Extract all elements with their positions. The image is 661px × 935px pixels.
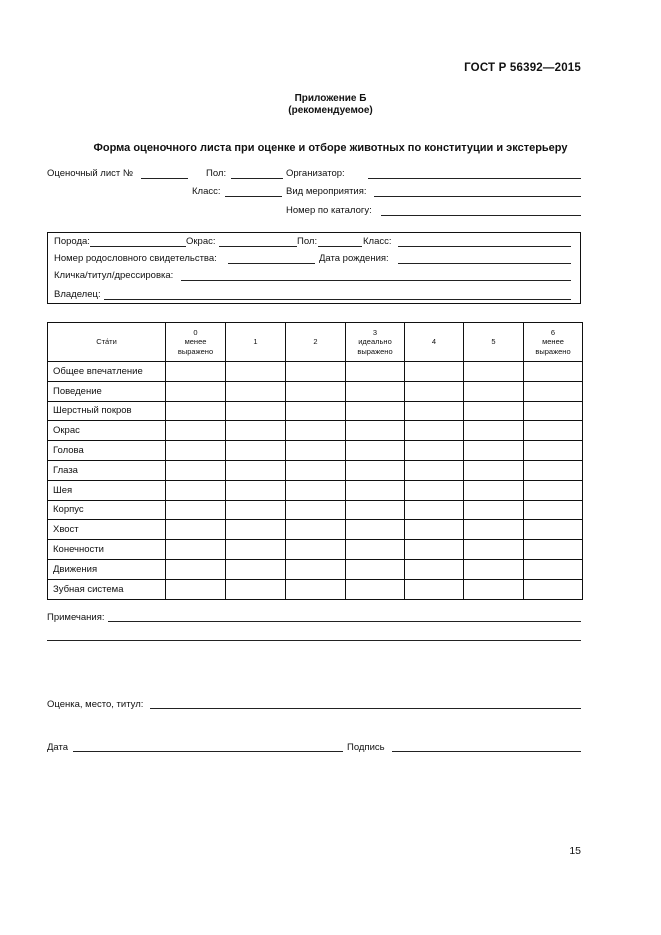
score-cell[interactable] xyxy=(405,480,464,500)
trait-label: Шерстный покров xyxy=(48,401,166,421)
score-cell[interactable] xyxy=(464,579,524,599)
score-cell[interactable] xyxy=(464,460,524,480)
table-row xyxy=(48,579,583,599)
score-cell[interactable] xyxy=(286,540,346,560)
sheet-no-line[interactable] xyxy=(141,178,188,179)
score-cell[interactable] xyxy=(524,460,583,480)
breed-label: Порода: xyxy=(54,236,90,247)
table-row xyxy=(48,362,583,382)
score-cell[interactable] xyxy=(405,362,464,382)
notes-line-1[interactable] xyxy=(108,621,581,622)
notes-line-2[interactable] xyxy=(47,640,581,641)
stati-header: Ста́ти xyxy=(48,323,166,362)
score-cell[interactable] xyxy=(524,480,583,500)
sex-label: Пол: xyxy=(206,168,227,179)
score-cell[interactable] xyxy=(464,520,524,540)
score-cell[interactable] xyxy=(286,401,346,421)
pedigree-no-line[interactable] xyxy=(228,263,315,264)
score-cell[interactable] xyxy=(286,441,346,461)
date-line[interactable] xyxy=(73,751,343,752)
score-cell[interactable] xyxy=(405,460,464,480)
score-cell[interactable] xyxy=(166,421,226,441)
score-cell[interactable] xyxy=(286,460,346,480)
score-cell[interactable] xyxy=(286,500,346,520)
color-label: Окрас: xyxy=(186,236,216,247)
score-cell[interactable] xyxy=(346,579,405,599)
trait-label: Шея xyxy=(48,480,166,500)
table-row xyxy=(48,401,583,421)
score-cell[interactable] xyxy=(166,381,226,401)
notes-label: Примечания: xyxy=(47,612,105,623)
owner-line[interactable] xyxy=(104,299,571,300)
score-cell[interactable] xyxy=(346,520,405,540)
trait-label: Конечности xyxy=(48,540,166,560)
score-cell[interactable] xyxy=(166,500,226,520)
form-title: Форма оценочного листа при оценке и отборе животных по конституции и экстерьеру xyxy=(93,142,568,154)
score-cell[interactable] xyxy=(226,362,286,382)
score-cell[interactable] xyxy=(524,441,583,461)
class-line[interactable] xyxy=(225,196,282,197)
score-cell[interactable] xyxy=(286,362,346,382)
score-cell[interactable] xyxy=(226,540,286,560)
score-cell[interactable] xyxy=(524,362,583,382)
score-cell[interactable] xyxy=(405,381,464,401)
table-row xyxy=(48,520,583,540)
score-cell[interactable] xyxy=(346,441,405,461)
event-type-label: Вид мероприятия: xyxy=(286,186,367,197)
score-cell[interactable] xyxy=(226,421,286,441)
trait-label: Корпус xyxy=(48,500,166,520)
score-col-header: 2 xyxy=(286,323,346,362)
table-row xyxy=(48,460,583,480)
organizer-label: Организатор: xyxy=(286,168,345,179)
score-cell[interactable] xyxy=(166,362,226,382)
score-cell[interactable] xyxy=(464,421,524,441)
score-cell[interactable] xyxy=(286,579,346,599)
score-cell[interactable] xyxy=(405,540,464,560)
score-cell[interactable] xyxy=(464,540,524,560)
page-number: 15 xyxy=(569,845,581,857)
score-cell[interactable] xyxy=(405,559,464,579)
score-cell[interactable] xyxy=(286,480,346,500)
score-cell[interactable] xyxy=(166,540,226,560)
score-cell[interactable] xyxy=(226,520,286,540)
animal-class-label: Класс: xyxy=(363,236,392,247)
score-cell[interactable] xyxy=(286,520,346,540)
score-cell[interactable] xyxy=(166,579,226,599)
score-cell[interactable] xyxy=(524,559,583,579)
trait-label: Движения xyxy=(48,559,166,579)
score-cell[interactable] xyxy=(346,381,405,401)
class-label: Класс: xyxy=(192,186,221,197)
table-row xyxy=(48,441,583,461)
score-cell[interactable] xyxy=(166,441,226,461)
score-col-header: 4 xyxy=(405,323,464,362)
signature-label: Подпись xyxy=(347,742,385,753)
score-cell[interactable] xyxy=(166,460,226,480)
trait-label: Окрас xyxy=(48,421,166,441)
score-col-header: 3 идеально выражено xyxy=(346,323,405,362)
rating-label: Оценка, место, титул: xyxy=(47,699,144,710)
trait-label: Глаза xyxy=(48,460,166,480)
score-col-header: 0 менее выражено xyxy=(166,323,226,362)
score-col-header: 6 менее выражено xyxy=(524,323,583,362)
owner-label: Владелец: xyxy=(54,289,101,300)
score-cell[interactable] xyxy=(464,500,524,520)
nickname-label: Кличка/титул/дрессировка: xyxy=(54,270,174,281)
score-cell[interactable] xyxy=(464,480,524,500)
score-cell[interactable] xyxy=(464,441,524,461)
score-cell[interactable] xyxy=(346,401,405,421)
score-cell[interactable] xyxy=(524,421,583,441)
score-cell[interactable] xyxy=(464,381,524,401)
score-cell[interactable] xyxy=(405,520,464,540)
score-cell[interactable] xyxy=(226,381,286,401)
score-cell[interactable] xyxy=(405,500,464,520)
pedigree-no-label: Номер родословного свидетельства: xyxy=(54,253,217,264)
score-cell[interactable] xyxy=(226,559,286,579)
score-cell[interactable] xyxy=(346,540,405,560)
score-cell[interactable] xyxy=(286,381,346,401)
trait-label: Поведение xyxy=(48,381,166,401)
trait-label: Хвост xyxy=(48,520,166,540)
score-cell[interactable] xyxy=(166,480,226,500)
score-cell[interactable] xyxy=(226,500,286,520)
score-cell[interactable] xyxy=(524,401,583,421)
catalog-no-line[interactable] xyxy=(381,215,581,216)
score-col-header: 5 xyxy=(464,323,524,362)
score-cell[interactable] xyxy=(226,579,286,599)
score-table-body xyxy=(48,362,583,600)
trait-label: Зубная система xyxy=(48,579,166,599)
nickname-line[interactable] xyxy=(181,280,571,281)
score-cell[interactable] xyxy=(226,460,286,480)
score-cell[interactable] xyxy=(166,401,226,421)
appendix-title: Приложение Б xyxy=(294,93,367,104)
score-cell[interactable] xyxy=(464,559,524,579)
score-cell[interactable] xyxy=(226,441,286,461)
date-label: Дата xyxy=(47,742,69,753)
score-cell[interactable] xyxy=(464,401,524,421)
trait-label: Голова xyxy=(48,441,166,461)
sheet-no-label: Оценочный лист № xyxy=(47,168,134,179)
score-col-header: 1 xyxy=(226,323,286,362)
rating-line[interactable] xyxy=(150,708,581,709)
table-row xyxy=(48,421,583,441)
score-cell[interactable] xyxy=(524,520,583,540)
score-cell[interactable] xyxy=(524,540,583,560)
document-code: ГОСТ Р 56392—2015 xyxy=(464,62,581,74)
score-cell[interactable] xyxy=(346,460,405,480)
score-cell[interactable] xyxy=(524,579,583,599)
organizer-line[interactable] xyxy=(368,178,581,179)
score-cell[interactable] xyxy=(346,421,405,441)
score-cell[interactable] xyxy=(405,579,464,599)
score-cell[interactable] xyxy=(346,559,405,579)
animal-sex-line[interactable] xyxy=(318,246,362,247)
score-cell[interactable] xyxy=(524,500,583,520)
score-cell[interactable] xyxy=(346,500,405,520)
table-row xyxy=(48,480,583,500)
score-cell[interactable] xyxy=(346,362,405,382)
animal-sex-label: Пол: xyxy=(297,236,318,247)
trait-label: Общее впечатление xyxy=(48,362,166,382)
breed-line[interactable] xyxy=(90,246,186,247)
event-type-line[interactable] xyxy=(374,196,581,197)
birth-date-label: Дата рождения: xyxy=(319,253,389,264)
table-row xyxy=(48,381,583,401)
score-cell[interactable] xyxy=(405,421,464,441)
score-cell[interactable] xyxy=(226,401,286,421)
animal-class-line[interactable] xyxy=(398,246,571,247)
score-cell[interactable] xyxy=(524,381,583,401)
appendix-subtitle: (рекомендуемое) xyxy=(288,105,373,116)
score-cell[interactable] xyxy=(166,520,226,540)
score-cell[interactable] xyxy=(405,441,464,461)
table-row xyxy=(48,500,583,520)
table-row xyxy=(48,559,583,579)
table-row xyxy=(48,540,583,560)
score-table-header xyxy=(48,323,583,362)
score-cell[interactable] xyxy=(226,480,286,500)
color-line[interactable] xyxy=(219,246,297,247)
score-cell[interactable] xyxy=(286,421,346,441)
score-cell[interactable] xyxy=(286,559,346,579)
score-cell[interactable] xyxy=(405,401,464,421)
birth-date-line[interactable] xyxy=(398,263,571,264)
score-cell[interactable] xyxy=(346,480,405,500)
sex-line[interactable] xyxy=(231,178,283,179)
score-cell[interactable] xyxy=(166,559,226,579)
score-cell[interactable] xyxy=(464,362,524,382)
signature-line[interactable] xyxy=(392,751,581,752)
catalog-no-label: Номер по каталогу: xyxy=(286,205,372,216)
score-table xyxy=(47,322,583,600)
